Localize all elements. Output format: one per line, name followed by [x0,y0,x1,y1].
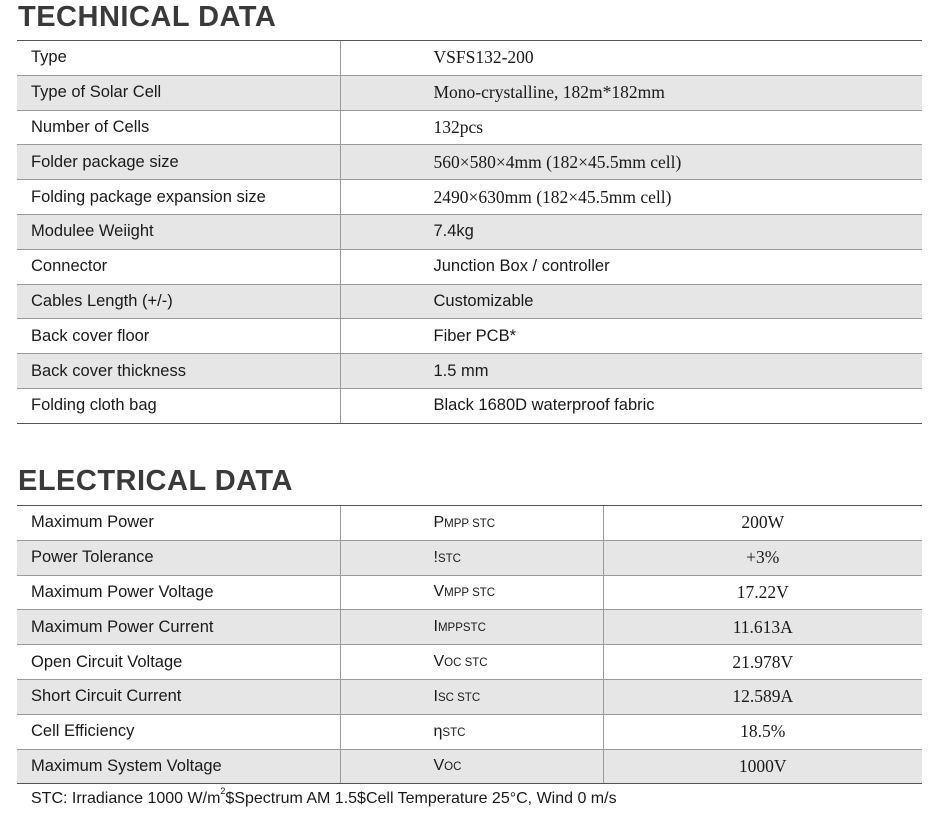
symbol-main: V [433,653,445,671]
table-row [17,110,922,145]
table-row [17,388,922,423]
row-label: Back cover floor [17,319,340,354]
row-label: Modulee Weiight [17,214,340,249]
symbol-subscript: OC STC [444,657,488,670]
row-symbol [340,645,603,680]
row-label: Maximum System Voltage [17,749,340,784]
row-label: Folder package size [17,145,340,180]
row-symbol [340,540,603,575]
technical-data-table [17,40,922,424]
row-value: 2490×630mm (182×45.5mm cell) [340,180,922,215]
row-label: Connector [17,249,340,284]
row-label: Type of Solar Cell [17,75,340,110]
row-label: Short Circuit Current [17,679,340,714]
row-value: Black 1680D waterproof fabric [340,388,922,423]
row-label: Power Tolerance [17,540,340,575]
table-row [17,575,922,610]
table-row [17,714,922,749]
footnote-text-rest: $Spectrum AM 1.5$Cell Temperature 25°C, Wind 0 m/s [225,790,617,807]
table-row [17,354,922,389]
row-value: +3% [603,540,922,575]
technical-data-title: TECHNICAL DATA [18,1,277,33]
row-label: Back cover thickness [17,354,340,389]
table-row [17,645,922,680]
symbol-subscript: OC [444,761,462,774]
table-row [17,679,922,714]
row-symbol [340,749,603,784]
footnote-text: STC: Irradiance 1000 W/m [31,790,221,807]
row-value: 18.5% [603,714,922,749]
row-value: 1.5 mm [340,354,922,389]
row-label: Maximum Power Voltage [17,575,340,610]
symbol-main: P [433,513,445,531]
table-row [17,145,922,180]
row-label: Cell Efficiency [17,714,340,749]
symbol-subscript: STC [442,726,466,739]
row-value: 132pcs [340,110,922,145]
row-value: Fiber PCB* [340,319,922,354]
electrical-data-title: ELECTRICAL DATA [18,465,293,497]
row-label: Folding package expansion size [17,180,340,215]
symbol-subscript: MPP STC [444,587,496,600]
row-label: Maximum Power Current [17,610,340,645]
table-row [17,284,922,319]
row-label: Maximum Power [17,506,340,541]
row-symbol [340,575,603,610]
row-symbol [340,714,603,749]
table-row [17,41,922,76]
footnote-superscript: 2 [220,786,226,796]
row-value: 7.4kg [340,214,922,249]
table-row [17,506,922,541]
row-value: VSFS132-200 [340,41,922,76]
row-value: 17.22V [603,575,922,610]
table-row [17,75,922,110]
row-value: Customizable [340,284,922,319]
table-row [17,319,922,354]
table-row [17,749,922,784]
row-value: 21.978V [603,645,922,680]
symbol-main: V [433,583,445,601]
symbol-subscript: MPP STC [444,517,496,530]
row-label: Folding cloth bag [17,388,340,423]
table-row [17,214,922,249]
symbol-subscript: SC STC [437,691,481,704]
row-value: 1000V [603,749,922,784]
symbol-subscript: STC [437,552,461,565]
table-row [17,180,922,215]
row-symbol [340,506,603,541]
row-label: Open Circuit Voltage [17,645,340,680]
row-symbol [340,679,603,714]
row-value: 11.613A [603,610,922,645]
symbol-main: V [433,757,445,775]
symbol-main: ! [433,548,438,566]
electrical-data-table [17,505,922,784]
row-value: Junction Box / controller [340,249,922,284]
row-value: 560×580×4mm (182×45.5mm cell) [340,145,922,180]
symbol-main: I [433,618,438,636]
row-value: 12.589A [603,679,922,714]
row-label: Type [17,41,340,76]
symbol-main: η [433,722,443,740]
table-row [17,610,922,645]
table-row [17,249,922,284]
stc-footnote [31,786,617,808]
row-value: 200W [603,506,922,541]
row-label: Cables Length (+/-) [17,284,340,319]
symbol-subscript: MPPSTC [437,622,486,635]
row-value: Mono-crystalline, 182m*182mm [340,75,922,110]
row-symbol [340,610,603,645]
symbol-main: I [433,687,438,705]
table-row [17,540,922,575]
row-label: Number of Cells [17,110,340,145]
